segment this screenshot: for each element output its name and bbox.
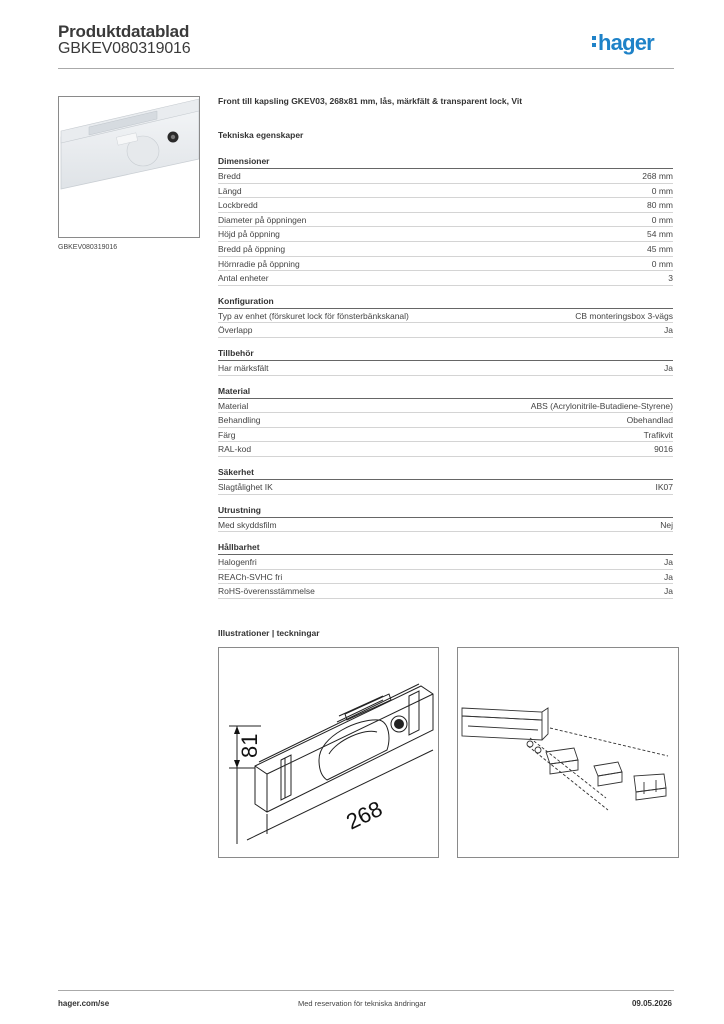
spec-value: Ja: [664, 362, 673, 373]
spec-label: Hörnradie på öppning: [218, 258, 300, 269]
spec-label: Höjd på öppning: [218, 229, 280, 240]
footer-disclaimer: Med reservation för tekniska ändringar: [298, 999, 426, 1008]
spec-label: Bredd på öppning: [218, 243, 286, 254]
spec-value: 268 mm: [642, 171, 673, 181]
product-title: Front till kapsling GKEV03, 268x81 mm, lås, märkfält & transparent lock, Vit: [218, 96, 523, 106]
spec-row: [218, 323, 673, 338]
spec-label: RAL-kod: [218, 444, 252, 455]
spec-label: Har märksfält: [218, 362, 269, 373]
section-heading: Dimensioner: [218, 156, 673, 169]
spec-value: 54 mm: [647, 229, 673, 240]
product-code: GBKEV080319016: [58, 40, 191, 57]
section-heading: Säkerhet: [218, 467, 673, 480]
spec-label: Antal enheter: [218, 273, 269, 284]
spec-row: [218, 227, 673, 242]
section-heading: Hållbarhet: [218, 542, 673, 555]
spec-label: Färg: [218, 429, 236, 440]
spec-row: [218, 198, 673, 213]
section-heading: Material: [218, 386, 673, 399]
page-title: Produktdatablad: [58, 22, 190, 41]
spec-label: Lockbredd: [218, 200, 258, 211]
spec-row: [218, 570, 673, 585]
spec-row: [218, 428, 673, 443]
spec-label: RoHS-överensstämmelse: [218, 586, 315, 597]
product-front-drawing: [59, 97, 199, 237]
logo-colon-icon: [592, 30, 596, 47]
spec-value: Ja: [664, 325, 673, 336]
spec-value: 0 mm: [651, 185, 673, 196]
spec-value: 45 mm: [647, 243, 673, 254]
spec-value: 9016: [654, 444, 673, 455]
assembly-drawing-svg: [458, 648, 678, 857]
product-image: [58, 96, 200, 238]
spec-value: Nej: [660, 519, 673, 530]
spec-value: Ja: [664, 571, 673, 582]
spec-value: CB monteringsbox 3-vägs: [575, 310, 673, 321]
spec-row: [218, 257, 673, 272]
section-heading: Konfiguration: [218, 296, 673, 309]
dimension-drawing: [218, 647, 439, 858]
spec-label: Behandling: [218, 415, 261, 426]
spec-value: 80 mm: [647, 200, 673, 211]
hager-logo: [592, 30, 654, 56]
spec-row: [218, 184, 673, 199]
spec-value: 0 mm: [651, 258, 673, 269]
spec-label: Överlapp: [218, 325, 253, 336]
tech-heading: Tekniska egenskaper: [218, 130, 304, 140]
spec-row: [218, 480, 673, 495]
spec-row: [218, 271, 673, 286]
thumbnail-caption: GBKEV080319016: [58, 244, 118, 251]
spec-value: Ja: [664, 586, 673, 597]
spec-row: [218, 361, 673, 376]
spec-row: [218, 399, 673, 414]
spec-label: Material: [218, 400, 249, 411]
spec-label: Med skyddsfilm: [218, 519, 277, 530]
spec-row: [218, 413, 673, 428]
spec-row: [218, 242, 673, 257]
spec-value: IK07: [655, 481, 673, 492]
section-heading: Utrustning: [218, 505, 673, 518]
section-heading: Tillbehör: [218, 348, 673, 361]
spec-value: 3: [668, 273, 673, 284]
logo-text: hager: [598, 30, 654, 55]
spec-row: [218, 309, 673, 324]
spec-label: Längd: [218, 185, 242, 196]
spec-label: Bredd: [218, 171, 241, 181]
footer-divider: [58, 990, 674, 991]
spec-row: [218, 213, 673, 228]
spec-value: Trafikvit: [643, 429, 673, 440]
spec-label: Diameter på öppningen: [218, 214, 307, 225]
spec-sections: [218, 156, 673, 599]
spec-content: [218, 96, 673, 599]
spec-label: Slagtålighet IK: [218, 481, 273, 492]
spec-row: [218, 555, 673, 570]
footer-date: 09.05.2026: [631, 999, 672, 1008]
spec-value: Obehandlad: [626, 415, 673, 426]
spec-value: 0 mm: [651, 214, 673, 225]
spec-value: Ja: [664, 557, 673, 568]
spec-label: Halogenfri: [218, 557, 257, 568]
dimension-drawing-svg: [219, 648, 438, 857]
spec-row: [218, 518, 673, 533]
footer-website: hager.com/se: [58, 999, 110, 1008]
header-divider: [58, 68, 674, 69]
illustrations-heading: Illustrationer | teckningar: [218, 628, 320, 638]
spec-row: [218, 584, 673, 599]
spec-value: ABS (Acrylonitrile-Butadiene-Styrene): [530, 400, 673, 411]
spec-row: [218, 442, 673, 457]
spec-row: [218, 169, 673, 184]
spec-label: Typ av enhet (förskuret lock för fönsterbänkskanal): [218, 310, 409, 321]
assembly-drawing: [457, 647, 679, 858]
dim-height-label: 81: [237, 733, 262, 758]
spec-label: REACh-SVHC fri: [218, 571, 283, 582]
dim-width-label: 268: [342, 795, 387, 835]
